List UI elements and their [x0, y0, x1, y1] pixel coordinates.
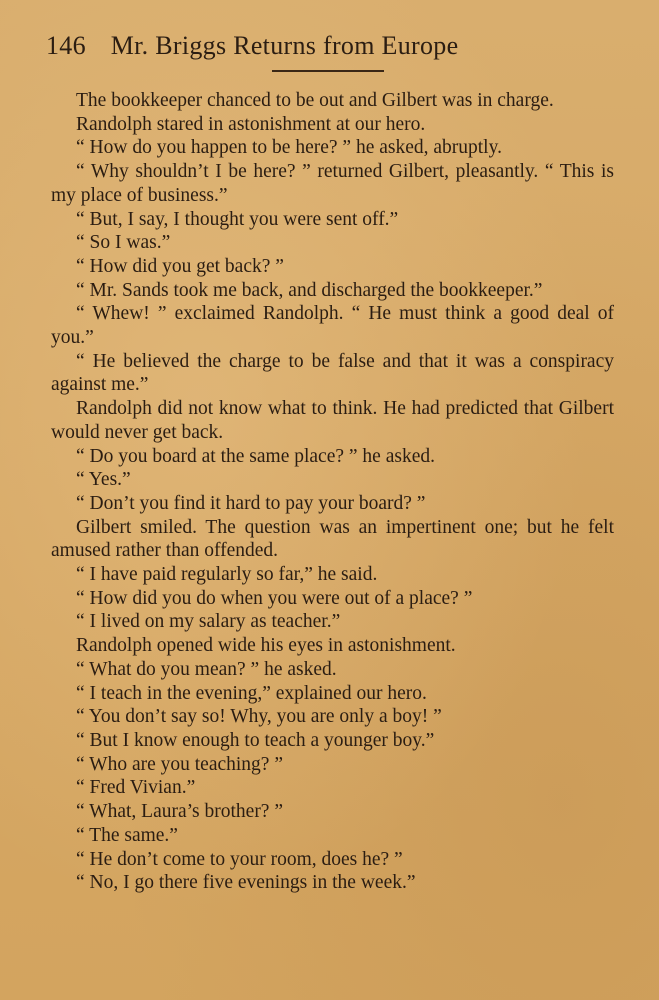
paragraph: “ How did you do when you were out of a place? ”	[76, 587, 473, 609]
paragraph: “ I lived on my salary as teacher.”	[76, 611, 341, 633]
paragraph: “ But I know enough to teach a younger boy.”	[76, 729, 435, 751]
paragraph: “ He believed the charge to be false and that it was a conspiracy against me.”	[51, 350, 614, 396]
page-number: 146	[46, 31, 86, 60]
page-body-text	[51, 89, 614, 895]
running-title: Mr. Briggs Returns from Europe	[110, 31, 459, 60]
paragraph: Randolph opened wide his eyes in astonishment.	[76, 635, 456, 657]
paragraph: “ Fred Vivian.”	[76, 777, 196, 799]
paragraph: “ I have paid regularly so far,” he said.	[76, 564, 378, 586]
paragraph: Randolph did not know what to think. He had predicted that Gilbert would never get back.	[51, 398, 614, 443]
paragraph: “ Mr. Sands took me back, and discharged the bookkeeper.”	[76, 279, 543, 301]
paragraph: Randolph stared in astonishment at our hero.	[76, 113, 426, 135]
paragraph: The bookkeeper chanced to be out and Gilbert was in charge.	[76, 90, 554, 111]
paragraph: “ What, Laura’s brother? ”	[76, 801, 283, 823]
running-header	[46, 26, 606, 66]
paragraph: “ How did you get back? ”	[76, 255, 284, 277]
paragraph: “ Whew! ” exclaimed Randolph. “ He must think a good deal of you.”	[51, 303, 614, 349]
header-rule	[272, 70, 384, 72]
paragraph: “ The same.”	[76, 824, 178, 846]
paragraph: “ You don’t say so! Why, you are only a boy! ”	[76, 706, 442, 728]
paragraph: Gilbert smiled. The question was an impertinent one; but he felt amused rather than offended.	[51, 516, 614, 562]
paragraph: “ Who are you teaching? ”	[76, 753, 283, 775]
paragraph: “ So I was.”	[76, 232, 171, 254]
paragraph: “ Why shouldn’t I be here? ” returned Gilbert, pleasantly. “ This is my place of business.”	[51, 161, 614, 206]
paragraph: “ He don’t come to your room, does he? ”	[76, 848, 403, 870]
paragraph: “ No, I go there five evenings in the week.”	[76, 872, 416, 894]
paragraph: “ What do you mean? ” he asked.	[76, 658, 337, 680]
paragraph: “ I teach in the evening,” explained our hero.	[76, 682, 427, 704]
paragraph: “ How do you happen to be here? ” he asked, abruptly.	[76, 137, 502, 159]
paragraph: “ Yes.”	[76, 469, 131, 491]
paragraph: “ Don’t you find it hard to pay your board? ”	[76, 492, 426, 514]
paragraph: “ But, I say, I thought you were sent off.”	[76, 208, 399, 230]
paragraph: “ Do you board at the same place? ” he asked.	[76, 445, 435, 467]
